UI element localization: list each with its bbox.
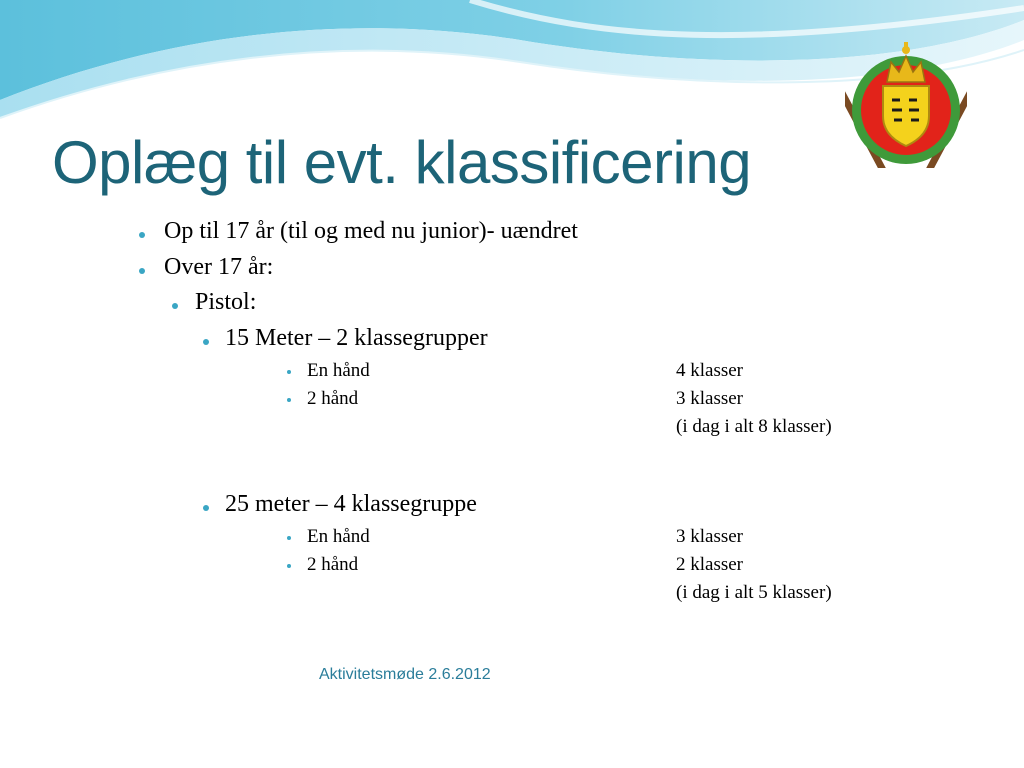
bullet-dot <box>287 564 291 568</box>
group-25m-row1-label: En hånd <box>307 526 370 547</box>
group-15m-note: (i dag i alt 8 klasser) <box>676 416 832 437</box>
group-15m-row1-label: En hånd <box>307 360 370 381</box>
group-25m-row2-value: 2 klasser <box>676 554 744 575</box>
bullet-dot <box>203 339 209 345</box>
group-25m-heading: 25 meter – 4 klassegruppe <box>225 491 477 517</box>
bullet-dot <box>287 536 291 540</box>
group-25m-row1-value: 3 klasser <box>676 526 744 547</box>
bullet-dot <box>287 370 291 374</box>
crest-icon <box>845 38 967 168</box>
bullet-dot <box>139 268 145 274</box>
bullet-pistol: Pistol: <box>195 289 257 315</box>
bullet-over-17: Over 17 år: <box>164 254 274 280</box>
slide-title: Oplæg til evt. klassificering <box>52 129 752 196</box>
group-25m-note: (i dag i alt 5 klasser) <box>676 582 832 603</box>
bullet-dot <box>203 505 209 511</box>
group-15m-heading: 15 Meter – 2 klassegrupper <box>225 325 488 351</box>
slide-footer: Aktivitetsmøde 2.6.2012 <box>319 666 491 683</box>
bullet-dot <box>172 303 178 309</box>
bullet-under-17: Op til 17 år (til og med nu junior)- uændret <box>164 218 578 244</box>
group-15m-row2-value: 3 klasser <box>676 388 744 409</box>
group-15m-row2-label: 2 hånd <box>307 388 359 409</box>
bullet-dot <box>287 398 291 402</box>
bullet-dot <box>139 232 145 238</box>
group-15m-row1-value: 4 klasser <box>676 360 744 381</box>
group-25m-row2-label: 2 hånd <box>307 554 359 575</box>
